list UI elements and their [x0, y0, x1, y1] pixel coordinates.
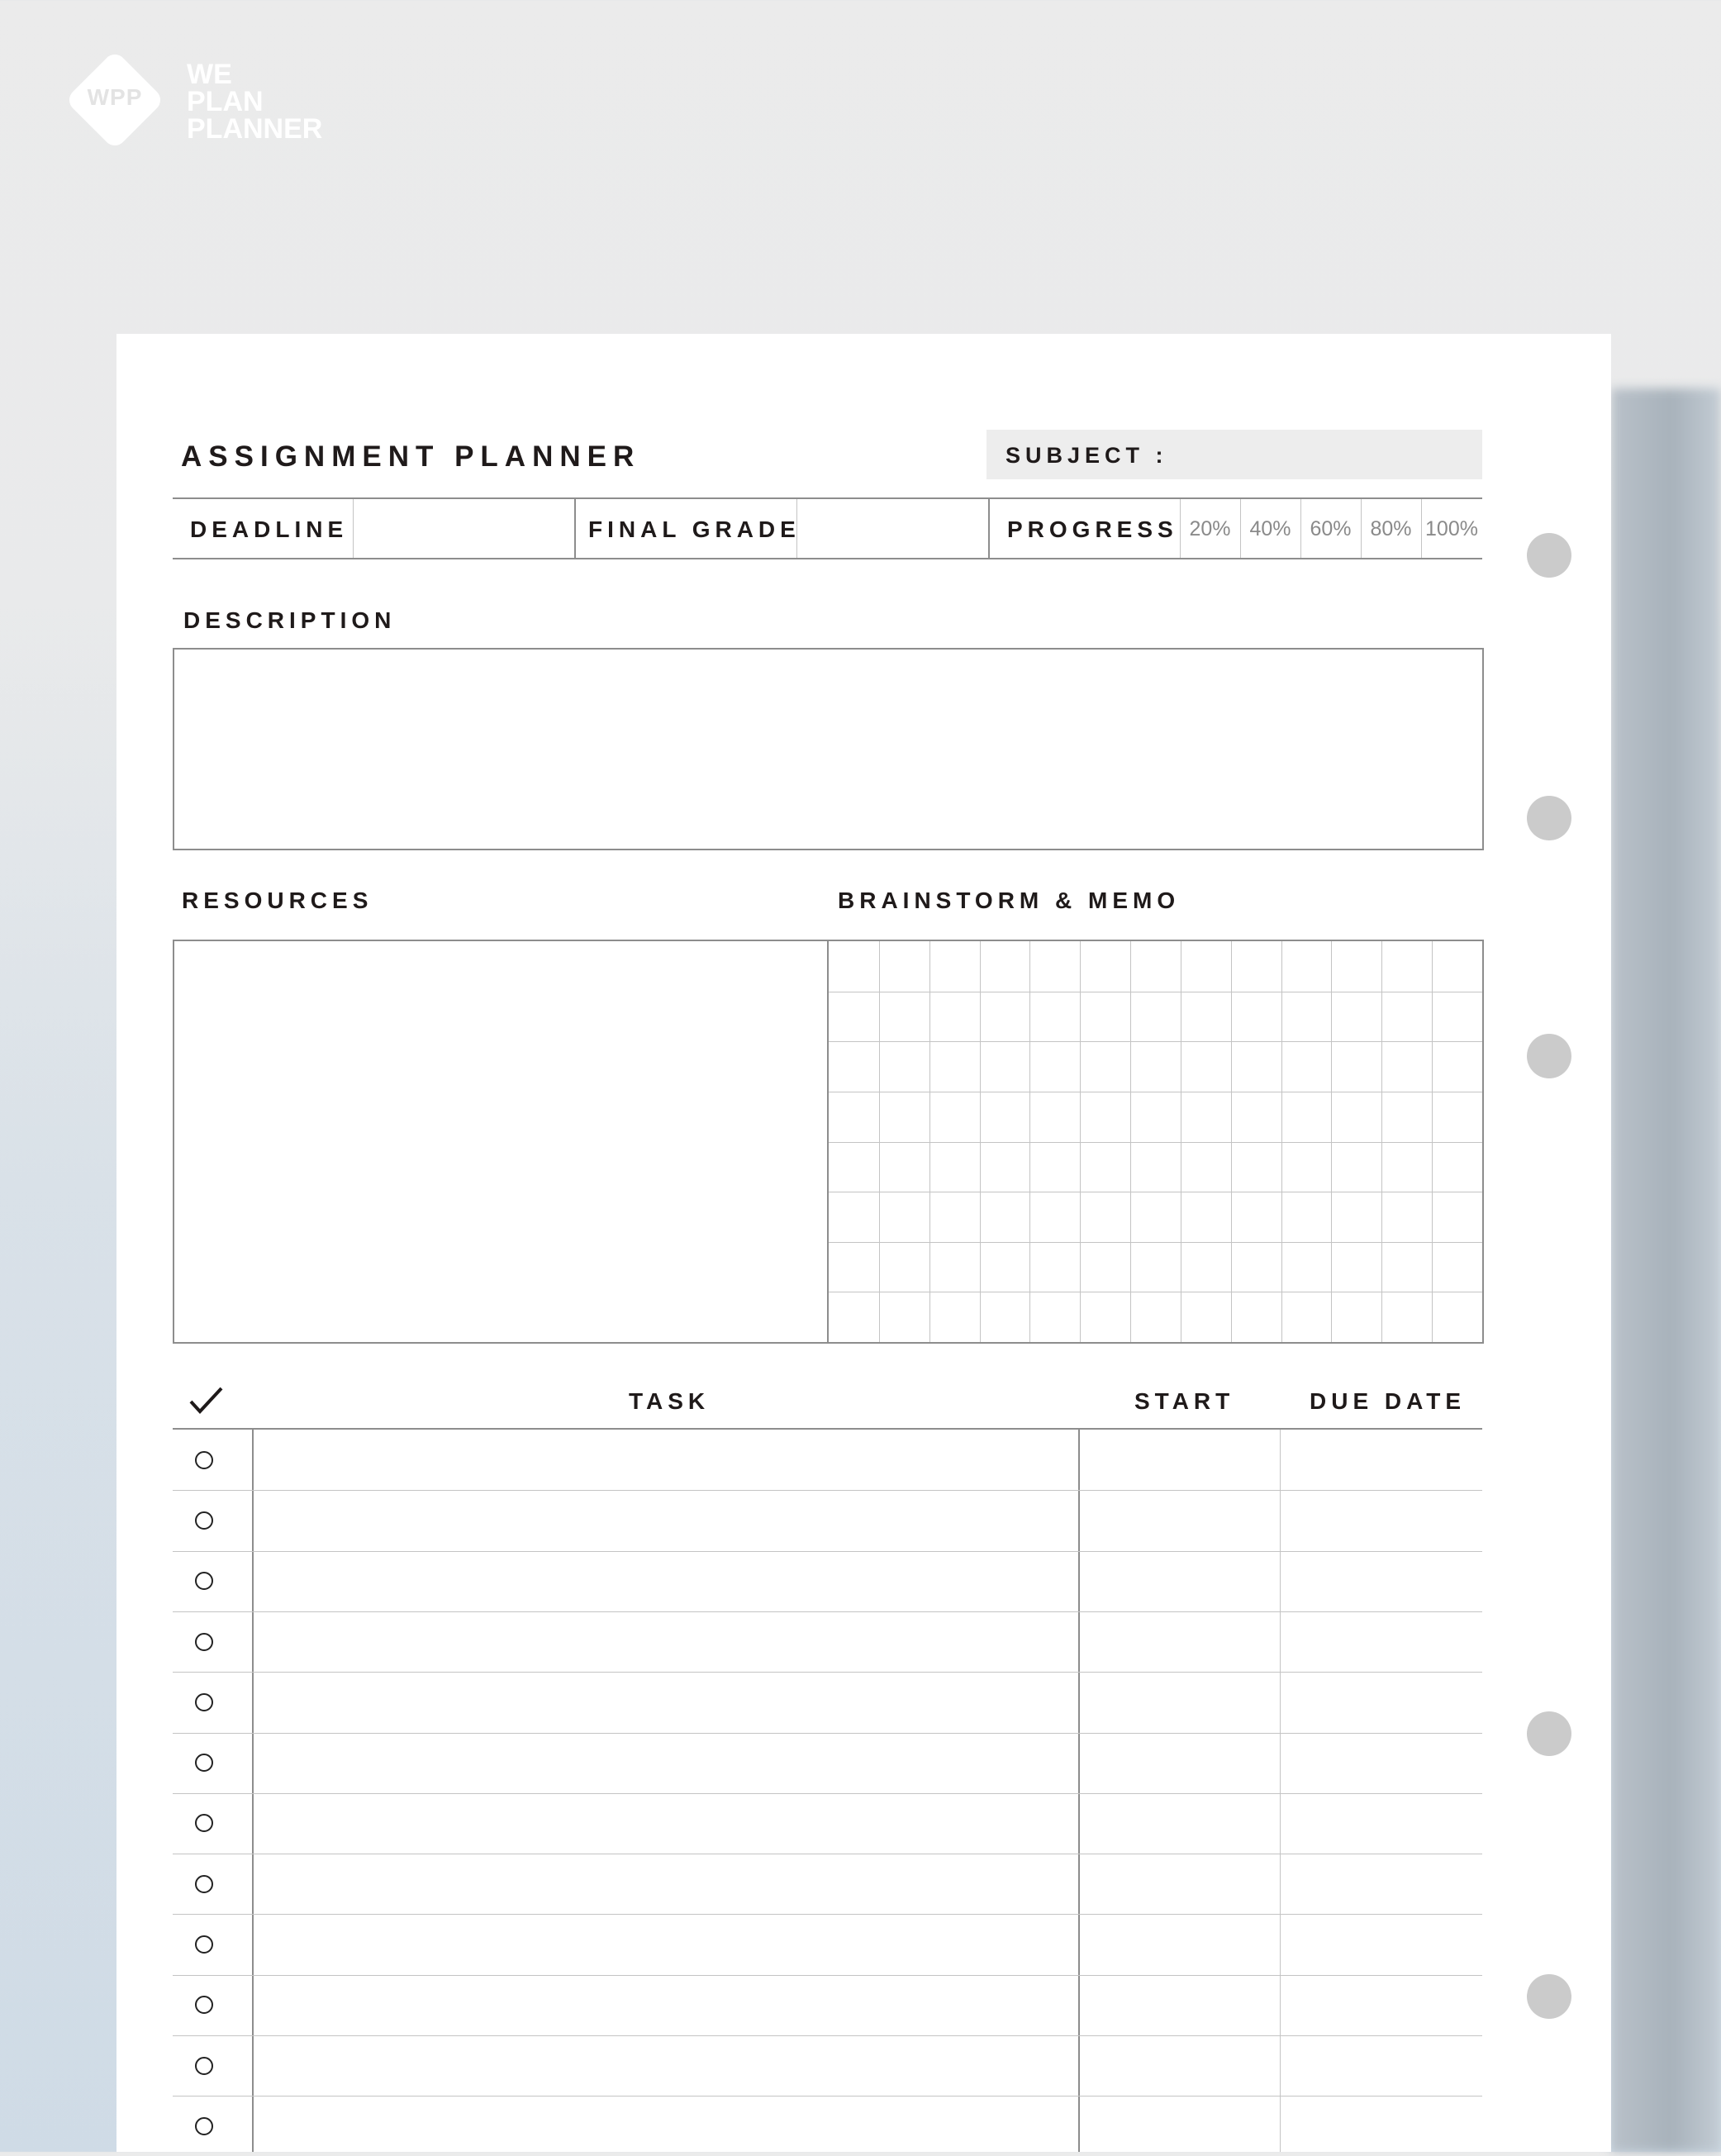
logo-line-1: WE — [187, 59, 232, 90]
logo-mark: WPP — [87, 84, 143, 110]
description-box[interactable] — [173, 648, 1484, 850]
task-checkbox[interactable] — [195, 1572, 213, 1590]
progress-80[interactable]: 80% — [1370, 517, 1412, 540]
task-checkbox[interactable] — [195, 1875, 213, 1893]
deadline-field[interactable] — [354, 499, 574, 558]
progress-60[interactable]: 60% — [1310, 517, 1352, 540]
progress-40[interactable]: 40% — [1249, 517, 1291, 540]
divider — [796, 499, 797, 558]
final-grade-field[interactable] — [798, 499, 987, 558]
task-row[interactable] — [254, 1672, 1482, 1732]
task-checkbox[interactable] — [195, 1451, 213, 1469]
task-row[interactable] — [254, 1490, 1482, 1550]
task-checkbox[interactable] — [195, 1996, 213, 2014]
task-checkbox[interactable] — [195, 1633, 213, 1651]
task-row[interactable] — [254, 1793, 1482, 1854]
due-date-header: DUE DATE — [1310, 1388, 1467, 1414]
task-checkbox[interactable] — [195, 2117, 213, 2135]
grid-line — [829, 1041, 1482, 1042]
grid-line — [829, 1242, 1482, 1243]
logo-wordmark — [187, 61, 352, 143]
binder-hole — [1527, 796, 1571, 840]
task-header: TASK — [629, 1388, 711, 1414]
deadline-label: DEADLINE — [190, 516, 349, 542]
divider — [988, 499, 990, 558]
logo-line-3: PLANNER — [187, 113, 323, 145]
task-checkbox[interactable] — [195, 1693, 213, 1711]
divider — [353, 499, 354, 558]
progress-label: PROGRESS — [1007, 516, 1178, 542]
binder-hole — [1527, 533, 1571, 578]
task-checkbox[interactable] — [195, 1935, 213, 1954]
task-row[interactable] — [254, 1733, 1482, 1793]
progress-20[interactable]: 20% — [1189, 517, 1231, 540]
brainstorm-grid[interactable] — [829, 941, 1482, 1342]
final-grade-label: FINAL GRADE — [588, 516, 801, 542]
task-row[interactable] — [254, 2035, 1482, 2096]
divider — [574, 499, 576, 558]
binder-hole — [1527, 1034, 1571, 1078]
page-shadow — [1611, 388, 1721, 2152]
grid-line — [829, 1142, 1482, 1143]
page-title: ASSIGNMENT PLANNER — [181, 440, 641, 473]
task-checkbox[interactable] — [195, 1814, 213, 1832]
resources-label: RESOURCES — [182, 888, 373, 913]
task-row[interactable] — [254, 1914, 1482, 1974]
task-row[interactable] — [254, 1611, 1482, 1672]
brand-logo — [69, 55, 334, 154]
start-header: START — [1134, 1388, 1235, 1414]
header-bottom-rule — [173, 558, 1482, 559]
brainstorm-label: BRAINSTORM & MEMO — [838, 888, 1181, 913]
task-row[interactable] — [254, 1975, 1482, 2035]
checkmark-icon — [188, 1385, 225, 1416]
task-checkbox[interactable] — [195, 1754, 213, 1772]
progress-100[interactable]: 100% — [1425, 517, 1478, 540]
subject-label: SUBJECT : — [1006, 443, 1168, 468]
binder-hole — [1527, 1711, 1571, 1756]
logo-line-2: PLAN — [187, 86, 264, 117]
description-label: DESCRIPTION — [183, 607, 397, 633]
task-row[interactable] — [254, 2096, 1482, 2156]
binder-hole — [1527, 1974, 1571, 2019]
task-row[interactable] — [254, 1430, 1482, 1490]
task-row[interactable] — [254, 1854, 1482, 1914]
task-row[interactable] — [254, 1551, 1482, 1611]
task-checkbox[interactable] — [195, 1511, 213, 1530]
task-checkbox[interactable] — [195, 2057, 213, 2075]
